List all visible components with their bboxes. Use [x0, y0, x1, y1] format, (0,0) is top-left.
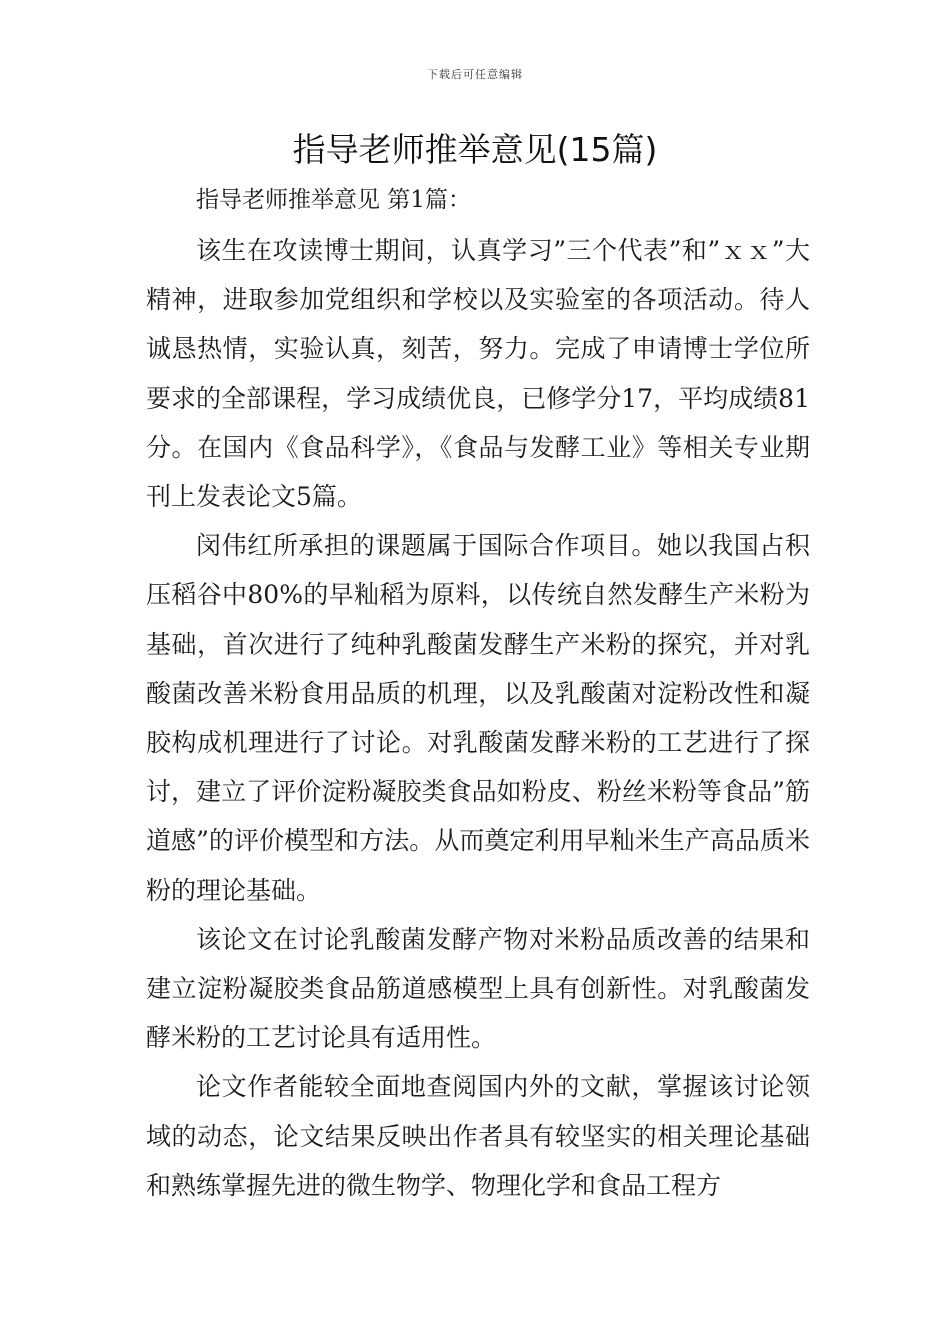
section-heading: 指导老师推举意见 第1篇： [196, 187, 471, 213]
page-header-note: 下载后可任意编辑 [427, 68, 523, 81]
paragraph-3: 该论文在讨论乳酸菌发酵产物对米粉品质改善的结果和建立淀粉凝胶类食品筋道感模型上具有创新性。对乳酸菌发酵米粉的工艺讨论具有适用性。 [146, 924, 810, 1053]
paragraph-2: 闵伟红所承担的课题属于国际合作项目。她以我国占积压稻谷中80%的早籼稻为原料，以传统自然发酵生产米粉为基础，首次进行了纯种乳酸菌发酵生产米粉的探究，并对乳酸菌改善米粉食用品质的机理，以及乳酸菌对淀粉改性和凝胶构成机理进行了讨论。对乳酸菌发酵米粉的工艺进行了探讨，建立了评价淀粉凝胶类食品如粉皮、粉丝米粉等食品”筋道感”的评价模型和方法。从而奠定利用早籼米生产高品质米粉的理论基础。 [146, 531, 810, 905]
document-title: 指导老师推举意见(15篇) [292, 130, 658, 169]
document-body [146, 226, 810, 1210]
paragraph-4: 论文作者能较全面地查阅国内外的文献，掌握该讨论领域的动态，论文结果反映出作者具有较坚实的相关理论基础和熟练掌握先进的微生物学、物理化学和食品工程方 [146, 1072, 810, 1200]
paragraph-1: 该生在攻读博士期间，认真学习”三个代表”和”ｘｘ”大精神，进取参加党组织和学校以及实验室的各项活动。待人诚恳热情，实验认真，刻苦，努力。完成了申请博士学位所要求的全部课程，学习成绩优良，已修学分17，平均成绩81分。在国内《食品科学》，《食品与发酵工业》等相关专业期刊上发表论文5篇。 [146, 236, 810, 512]
